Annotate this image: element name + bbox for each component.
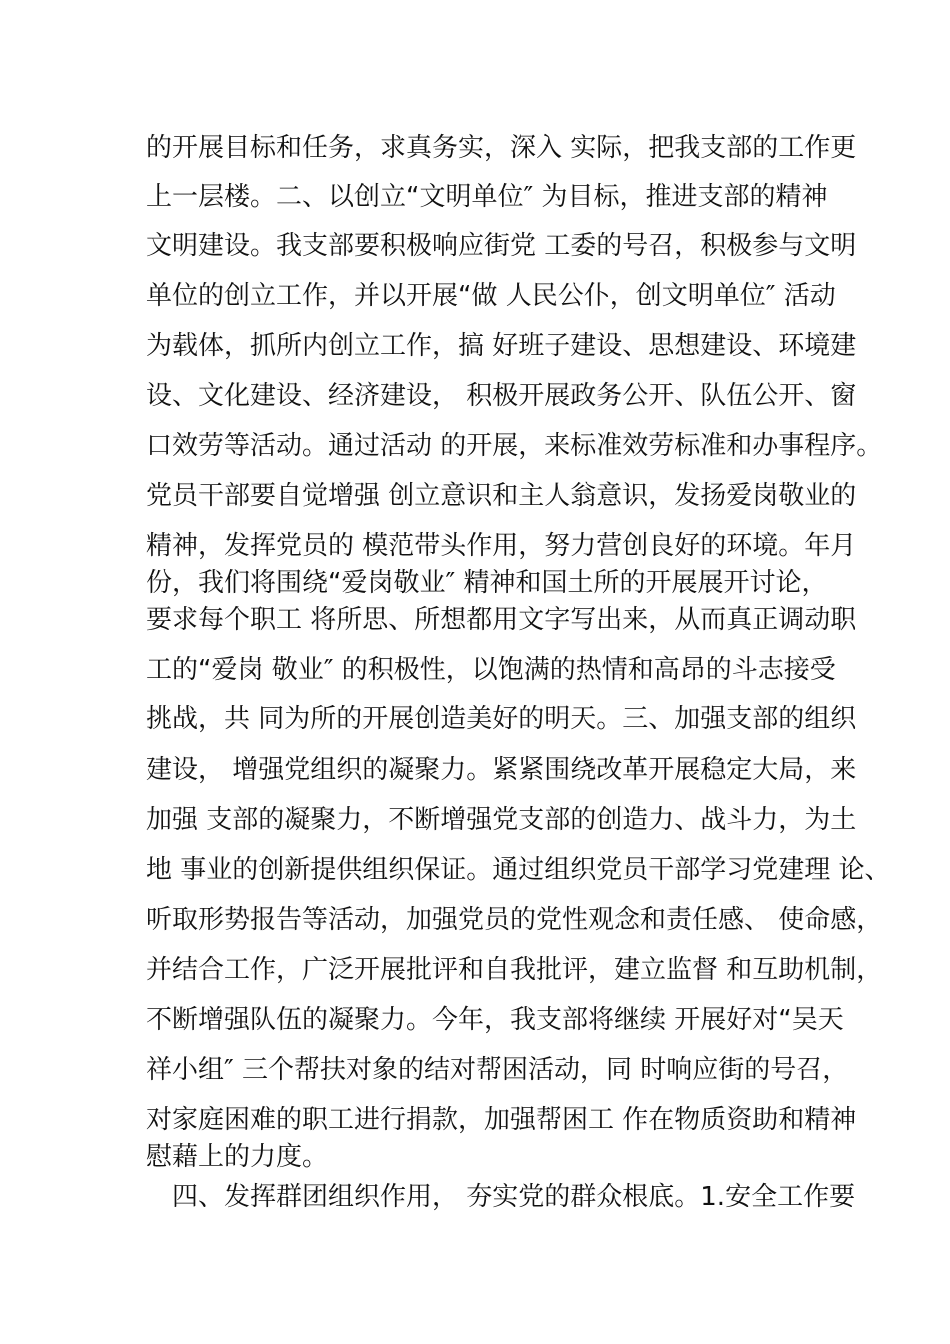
text-line: 地 事业的创新提供组织保证。通过组织党员干部学习党建理 论、 — [146, 855, 891, 885]
text-line: 文明建设。我支部要积极响应街党 工委的号召，积极参与文明 — [146, 231, 857, 261]
text-line: 要求每个职工 将所思、所想都用文字写出来，从而真正调动职 — [146, 605, 857, 635]
text-line: 党员干部要自觉增强 创立意识和主人翁意识，发扬爱岗敬业的 — [146, 481, 857, 511]
text-line: 上一层楼。二、以创立“文明单位″ 为目标，推进支部的精神 — [146, 182, 828, 212]
text-line: 为载体，抓所内创立工作，搞 好班子建设、思想建设、环境建 — [146, 331, 857, 361]
text-line: 对家庭困难的职工进行捐款，加强帮困工 作在物质资助和精神 — [146, 1105, 857, 1135]
paragraph-start-line: 四、发挥群团组织作用， 夯实党的群众根底。1.安全工作要 — [172, 1182, 856, 1212]
text-line: 的开展目标和任务，求真务实，深入 实际，把我支部的工作更 — [146, 133, 857, 163]
text-line: 工的“爱岗 敬业″ 的积极性，以饱满的热情和高昂的斗志接受 — [146, 655, 836, 685]
text-line: 建设， 增强党组织的凝聚力。紧紧围绕改革开展稳定大局，来 — [146, 755, 857, 785]
text-line: 慰藉上的力度。 — [146, 1142, 329, 1172]
text-line: 听取形势报告等活动，加强党员的党性观念和责任感、 使命感， — [146, 905, 883, 935]
text-line: 祥小组″ 三个帮扶对象的结对帮困活动，同 时响应街的号召， — [146, 1055, 849, 1085]
text-line: 加强 支部的凝聚力，不断增强党支部的创造力、战斗力，为土 — [146, 805, 857, 835]
text-line: 份，我们将围绕“爱岗敬业″ 精神和国土所的开展展开讨论， — [146, 568, 828, 598]
text-line: 口效劳等活动。通过活动 的开展，来标准效劳标准和办事程序。 — [146, 431, 883, 461]
text-line: 单位的创立工作，并以开展“做 人民公仆，创文明单位″ 活动 — [146, 281, 836, 311]
text-line: 挑战，共 同为所的开展创造美好的明天。三、加强支部的组织 — [146, 704, 857, 734]
text-line: 并结合工作，广泛开展批评和自我批评，建立监督 和互助机制， — [146, 955, 883, 985]
text-line: 精神，发挥党员的 模范带头作用，努力营创良好的环境。年月 — [146, 531, 857, 561]
text-line: 设、文化建设、经济建设， 积极开展政务公开、队伍公开、窗 — [146, 381, 857, 411]
text-line: 不断增强队伍的凝聚力。今年，我支部将继续 开展好对“吴天 — [146, 1005, 844, 1035]
